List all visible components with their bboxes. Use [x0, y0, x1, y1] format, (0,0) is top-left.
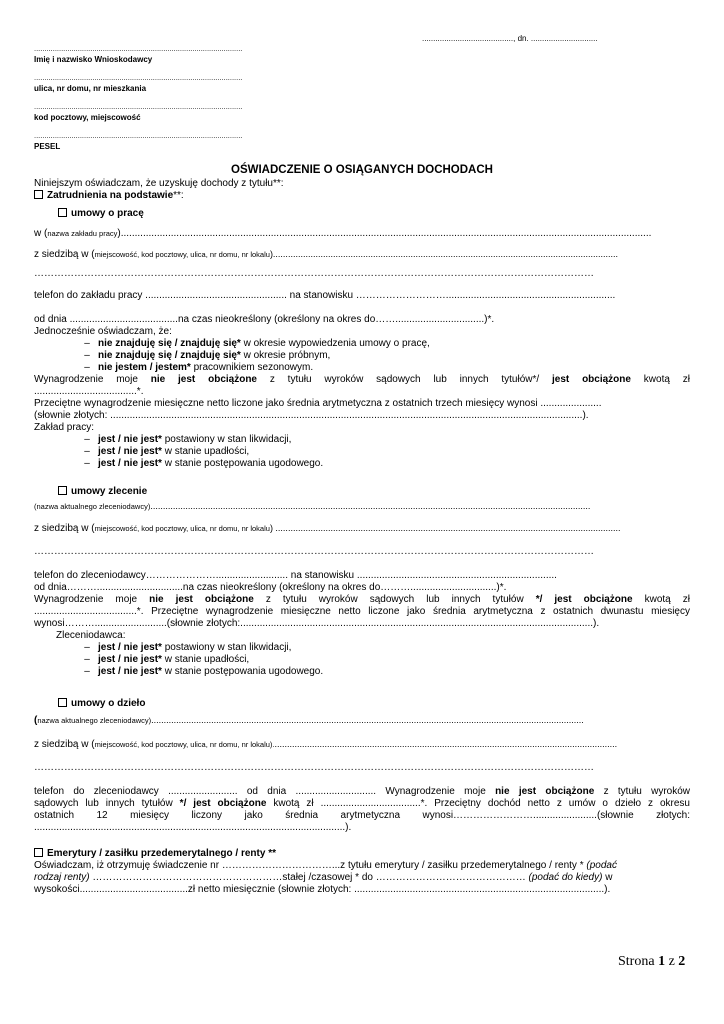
employment-heading: Zatrudnienia na podstawie**: — [34, 190, 690, 202]
pension-line-3[interactable]: wysokości.......................................zł netto miesięcznie (słownie złotych: ..........................................................................................). — [34, 884, 611, 895]
workplace-status-item: – jest / nie jest* w stanie postępowania ugodowego. — [84, 458, 324, 469]
work-line-4[interactable]: ................................................................................................................). — [34, 822, 352, 833]
umowa-o-prace-checkbox[interactable] — [58, 208, 67, 217]
work-long-line[interactable]: …………………………………………………………………………………………………………………………………………………… — [34, 762, 594, 773]
mandate-from-date[interactable]: od dnia………...............................na czas nieokreślony (określony na okres do………...............................)*. — [34, 582, 507, 593]
mandate-status-item: – jest / nie jest* w stanie upadłości, — [84, 654, 250, 665]
pesel-label: PESEL — [34, 142, 61, 151]
document-title: OŚWIADCZENIE O OSIĄGANYCH DOCHODACH — [231, 164, 493, 176]
workplace-status-item: – jest / nie jest* postawiony w stan likwidacji, — [84, 434, 292, 445]
mandate-seat-line[interactable]: z siedzibą w (miejscowość, kod pocztowy, ulica, nr domu, nr lokalu) .......................................................................................................................................... — [34, 523, 621, 534]
mandate-wage-line: Wynagrodzenie moje nie jest obciążone z tytułu wyroków sądowych lub innych tytułów */ jest obciążone kwotą zł — [34, 594, 690, 605]
employment-average-line[interactable]: Przeciętne wynagrodzenie miesięczne netto liczone jako średnia arytmetyczna z ostatnich trzech miesięcy wynosi ...................... — [34, 398, 602, 409]
work-name-line[interactable]: (nazwa aktualnego zleceniodawcy)............................................................................................................................................................................. — [34, 715, 584, 726]
also-declare: Jednocześnie oświadczam, że: — [34, 326, 172, 337]
postal-label: kod pocztowy, miejscowość — [34, 113, 141, 122]
intro-text: Niniejszym oświadczam, że uzyskuję dochody z tytułu**: — [34, 178, 284, 189]
employment-wage-line: Wynagrodzenie moje nie jest obciążone z tytułu wyroków sądowych lub innych tytułów*/ jest obciążone kwotą zł — [34, 374, 690, 385]
mandate-status-item: – jest / nie jest* w stanie postępowania ugodowego. — [84, 666, 324, 677]
work-seat-line[interactable]: z siedzibą w (miejscowość, kod pocztowy, ulica, nr domu, nr lokalu).......................................................................................................................................... — [34, 739, 618, 750]
employment-from-date[interactable]: od dnia .......................................na czas nieokreślony (określony na okres do……................................)*. — [34, 314, 495, 325]
pension-checkbox[interactable] — [34, 848, 43, 857]
statement-item: – nie znajduję się / znajduję się* w okresie wypowiedzenia umowy o pracę, — [84, 338, 430, 349]
pension-line-1[interactable]: Oświadczam, iż otrzymuję świadczenie nr ……………………………...z tytułu emerytury / zasiłku przedemerytalnego / renty * (podać — [34, 860, 617, 871]
statement-item: – nie znajduję się / znajduję się* w okresie próbnym, — [84, 350, 331, 361]
mandate-phone-line[interactable]: telefon do zleceniodawcy………………….......................... na stanowisku ........................................................................ — [34, 570, 557, 581]
work-line-2[interactable]: sądowych lub innych tytułów */ jest obciążone kwotą zł ....................................*. Przeciętny dochód netto z umów o dzieło z okresu — [34, 798, 690, 809]
mandate-wage-amount[interactable]: .....................................*. Przeciętne wynagrodzenie miesięczne netto liczone jako średnia arytmetyczna z ostatnich dwunastu miesięcy — [34, 606, 690, 617]
statement-item: – nie jestem / jestem* pracownikiem sezonowym. — [84, 362, 314, 373]
umowa-o-prace-heading: umowy o pracę — [58, 208, 714, 220]
mandate-name-line[interactable]: (nazwa aktualnego zleceniodawcy)................................................................................................................................................................................ — [34, 501, 591, 511]
employer-long-line[interactable]: …………………………………………………………………………………………………………………………………………………… — [34, 268, 594, 279]
pesel-dots[interactable]: .................................................................................................... — [34, 131, 243, 140]
mandate-long-line[interactable]: …………………………………………………………………………………………………………………………………………………… — [34, 546, 594, 557]
mandate-employer-label: Zleceniodawca: — [56, 630, 126, 641]
mandate-status-item: – jest / nie jest* postawiony w stan likwidacji, — [84, 642, 292, 653]
work-contract-checkbox[interactable] — [58, 698, 67, 707]
pension-heading: Emerytury / zasiłku przedemerytalnego / renty ** — [34, 848, 690, 860]
employer-seat-line[interactable]: z siedzibą w (miejscowość, kod pocztowy, ulica, nr domu, nr lokalu).......................................................................................................................................... — [34, 249, 619, 260]
date-line[interactable]: ........................................., dn. .............................. — [422, 34, 598, 43]
name-dots[interactable]: .................................................................................................... — [34, 44, 243, 53]
employment-wage-amount[interactable]: .....................................*. — [34, 386, 144, 397]
work-line-1[interactable]: telefon do zleceniodawcy ......................... od dnia ............................. Wynagrodzenie moje nie jest obciążone z tytułu wyroków — [34, 786, 690, 797]
mandate-checkbox[interactable] — [58, 486, 67, 495]
pension-line-2[interactable]: rodzaj renty) …………………………………………………stałej /czasowej * do ……………………………………… (podać do kiedy) w — [34, 872, 613, 883]
mandate-heading: umowy zlecenie — [58, 486, 714, 498]
name-label: Imię i nazwisko Wnioskodawcy — [34, 55, 153, 64]
work-contract-heading: umowy o dzieło — [58, 698, 714, 710]
employment-average-words[interactable]: (słownie złotych: ..........................................................................................................................................................................). — [34, 410, 589, 421]
postal-dots[interactable]: .................................................................................................... — [34, 102, 243, 111]
work-line-3[interactable]: ostatnich 12 miesięcy liczony jako średnia arytmetyczna wynosi…………………….......................(słownie złotych: — [34, 810, 690, 821]
street-dots[interactable]: .................................................................................................... — [34, 73, 243, 82]
workplace-label: Zakład pracy: — [34, 422, 95, 433]
street-label: ulica, nr domu, nr mieszkania — [34, 84, 147, 93]
workplace-status-item: – jest / nie jest* w stanie upadłości, — [84, 446, 250, 457]
employer-phone-line[interactable]: telefon do zakładu pracy ................................................... na stanowisku ………………………............................................................. — [34, 290, 616, 301]
page-number: Strona 1 z 2 — [618, 954, 686, 969]
employer-name-line[interactable]: w (nazwa zakładu pracy)............................................................................................................................................................................................... — [34, 228, 652, 239]
employment-checkbox[interactable] — [34, 190, 43, 199]
mandate-wage-words[interactable]: wynosi………..........................(słownie złotych:...............................................................................................................................). — [34, 618, 600, 629]
